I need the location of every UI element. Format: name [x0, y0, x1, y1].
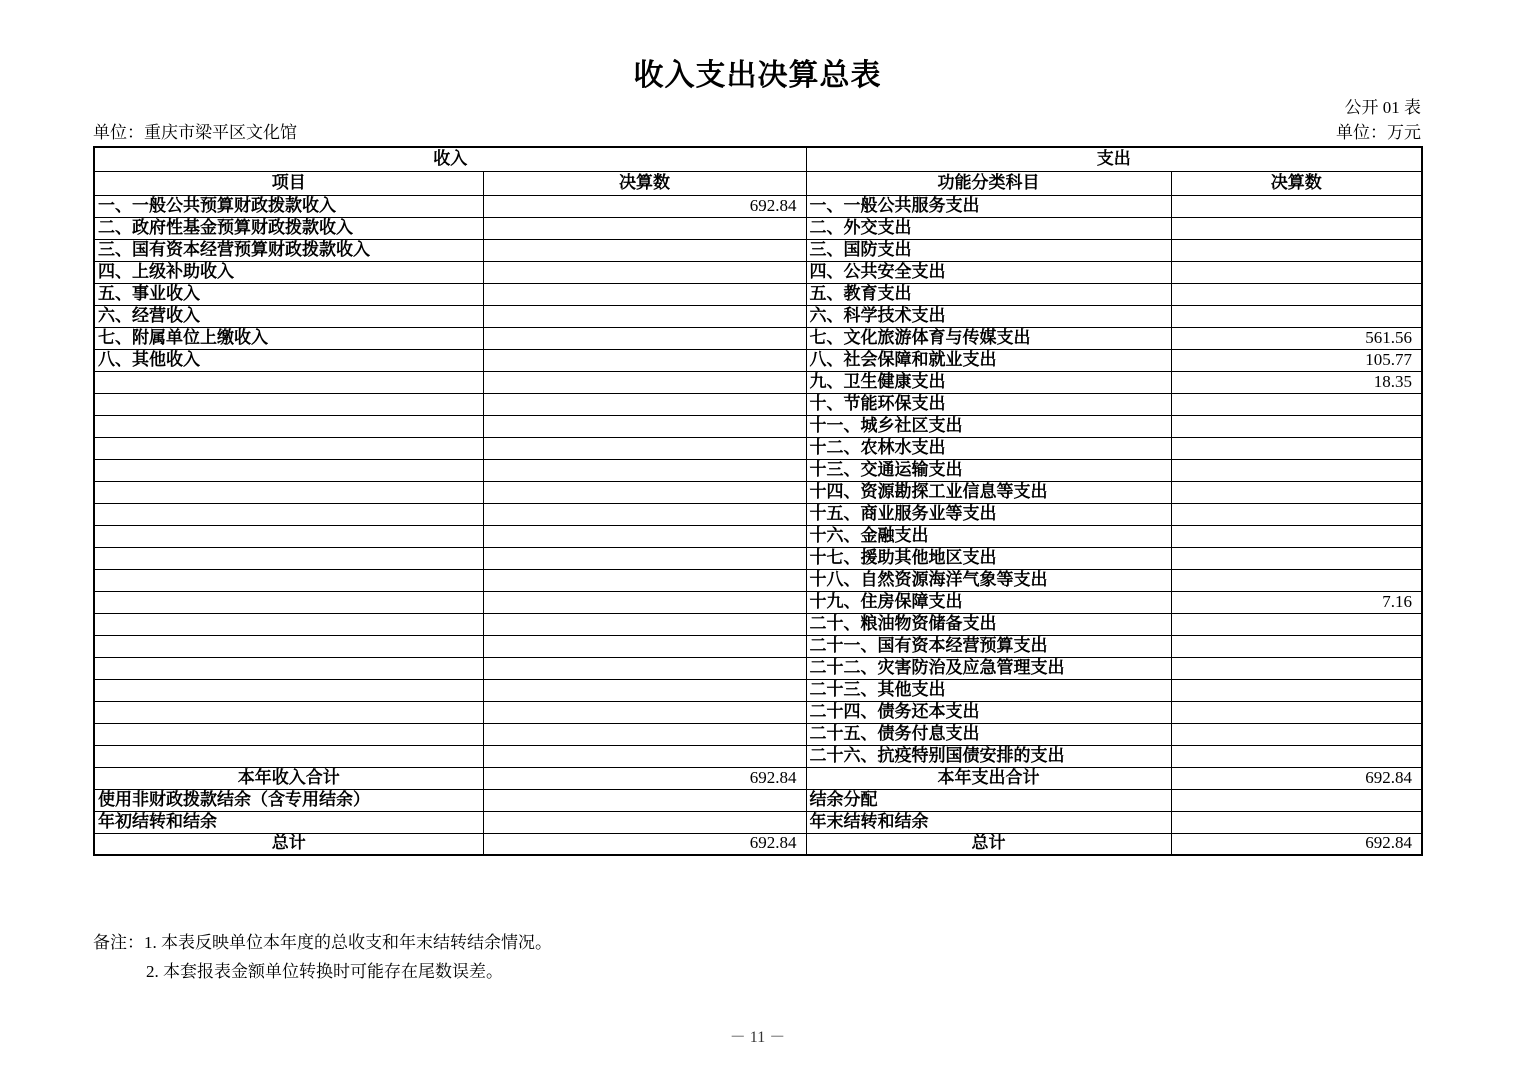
expense-value-cell [1171, 415, 1422, 437]
table-row [94, 811, 1422, 833]
income-value-cell [483, 305, 806, 327]
expense-value-cell [1171, 745, 1422, 767]
expense-item-cell: 总计 [806, 833, 1171, 855]
expense-item-cell: 二十二、灾害防治及应急管理支出 [806, 657, 1171, 679]
expense-value-cell [1171, 261, 1422, 283]
expense-value-cell [1171, 217, 1422, 239]
table-row [94, 283, 1422, 305]
expense-item-cell: 四、公共安全支出 [806, 261, 1171, 283]
expense-item-cell: 十九、住房保障支出 [806, 591, 1171, 613]
table-row [94, 613, 1422, 635]
expense-value-cell [1171, 481, 1422, 503]
table-row [94, 327, 1422, 349]
expense-item-cell: 八、社会保障和就业支出 [806, 349, 1171, 371]
income-item-cell [94, 415, 483, 437]
column-header-function: 功能分类科目 [806, 171, 1171, 195]
expense-item-cell: 二、外交支出 [806, 217, 1171, 239]
unit-name-label: 单位：重庆市梁平区文化馆 [93, 123, 297, 142]
income-item-cell: 三、国有资本经营预算财政拨款收入 [94, 239, 483, 261]
expense-value-cell: 105.77 [1171, 349, 1422, 371]
income-item-cell [94, 481, 483, 503]
income-value-cell [483, 679, 806, 701]
table-row [94, 789, 1422, 811]
income-value-cell [483, 503, 806, 525]
income-item-cell: 使用非财政拨款结余（含专用结余） [94, 789, 483, 811]
expense-value-cell [1171, 811, 1422, 833]
income-item-cell: 年初结转和结余 [94, 811, 483, 833]
expense-item-cell: 十、节能环保支出 [806, 393, 1171, 415]
table-row [94, 635, 1422, 657]
expense-item-cell: 十五、商业服务业等支出 [806, 503, 1171, 525]
fiscal-summary-table [93, 146, 1423, 856]
notes [93, 928, 552, 986]
column-header-item: 项目 [94, 171, 483, 195]
expense-value-cell [1171, 393, 1422, 415]
expense-value-cell [1171, 789, 1422, 811]
table-row [94, 217, 1422, 239]
expense-value-cell [1171, 239, 1422, 261]
income-value-cell [483, 789, 806, 811]
income-item-cell [94, 459, 483, 481]
income-value-cell [483, 591, 806, 613]
income-item-cell [94, 635, 483, 657]
income-item-cell [94, 503, 483, 525]
expense-item-cell: 十八、自然资源海洋气象等支出 [806, 569, 1171, 591]
expense-value-cell [1171, 657, 1422, 679]
table-row [94, 239, 1422, 261]
table-row [94, 305, 1422, 327]
income-value-cell [483, 217, 806, 239]
income-value-cell [483, 701, 806, 723]
income-item-cell: 七、附属单位上缴收入 [94, 327, 483, 349]
page-number: － 11 － [729, 1029, 786, 1046]
table-row [94, 371, 1422, 393]
table-row [94, 481, 1422, 503]
expense-value-cell: 561.56 [1171, 327, 1422, 349]
income-value-cell [483, 723, 806, 745]
income-item-cell [94, 613, 483, 635]
table-row [94, 503, 1422, 525]
expense-value-cell [1171, 701, 1422, 723]
expense-item-cell: 五、教育支出 [806, 283, 1171, 305]
column-header-expense-amount: 决算数 [1171, 171, 1422, 195]
expense-item-cell: 一、一般公共服务支出 [806, 195, 1171, 217]
income-value-cell [483, 393, 806, 415]
expense-value-cell [1171, 283, 1422, 305]
expense-value-cell [1171, 195, 1422, 217]
income-value-cell [483, 327, 806, 349]
income-item-cell [94, 745, 483, 767]
income-item-cell: 二、政府性基金预算财政拨款收入 [94, 217, 483, 239]
note-line-1 [93, 928, 552, 957]
expense-section-header: 支出 [806, 147, 1422, 171]
table-row [94, 525, 1422, 547]
expense-item-cell: 结余分配 [806, 789, 1171, 811]
income-item-cell: 本年收入合计 [94, 767, 483, 789]
income-item-cell: 总计 [94, 833, 483, 855]
expense-value-cell: 18.35 [1171, 371, 1422, 393]
expense-value-cell: 7.16 [1171, 591, 1422, 613]
expense-item-cell: 二十、粮油物资储备支出 [806, 613, 1171, 635]
income-item-cell [94, 371, 483, 393]
expense-item-cell: 六、科学技术支出 [806, 305, 1171, 327]
expense-item-cell: 本年支出合计 [806, 767, 1171, 789]
column-header-row [94, 171, 1422, 195]
note-text-1: 1. 本表反映单位本年度的总收支和年末结转结余情况。 [144, 933, 552, 952]
expense-item-cell: 年末结转和结余 [806, 811, 1171, 833]
expense-item-cell: 十二、农林水支出 [806, 437, 1171, 459]
note-text-2: 2. 本套报表金额单位转换时可能存在尾数误差。 [146, 962, 503, 981]
table-row [94, 569, 1422, 591]
table-code-label: 公开 01 表 [1344, 98, 1421, 117]
income-item-cell [94, 437, 483, 459]
expense-item-cell: 十六、金融支出 [806, 525, 1171, 547]
expense-value-cell: 692.84 [1171, 833, 1422, 855]
expense-item-cell: 二十四、债务还本支出 [806, 701, 1171, 723]
income-value-cell [483, 437, 806, 459]
income-value-cell [483, 459, 806, 481]
income-value-cell [483, 613, 806, 635]
income-value-cell [483, 261, 806, 283]
table-row [94, 679, 1422, 701]
expense-value-cell [1171, 547, 1422, 569]
expense-value-cell [1171, 503, 1422, 525]
table-row [94, 723, 1422, 745]
income-value-cell [483, 371, 806, 393]
table-row [94, 591, 1422, 613]
income-item-cell: 六、经营收入 [94, 305, 483, 327]
expense-item-cell: 十一、城乡社区支出 [806, 415, 1171, 437]
unit-measure-label: 单位：万元 [1336, 123, 1421, 142]
income-value-cell [483, 657, 806, 679]
income-section-header: 收入 [94, 147, 806, 171]
income-item-cell [94, 569, 483, 591]
income-value-cell [483, 547, 806, 569]
expense-value-cell [1171, 723, 1422, 745]
table-row [94, 657, 1422, 679]
expense-item-cell: 三、国防支出 [806, 239, 1171, 261]
expense-item-cell: 二十六、抗疫特别国债安排的支出 [806, 745, 1171, 767]
table-row [94, 393, 1422, 415]
section-header-row [94, 147, 1422, 171]
expense-value-cell [1171, 679, 1422, 701]
expense-item-cell: 十七、援助其他地区支出 [806, 547, 1171, 569]
table-row [94, 767, 1422, 789]
income-item-cell [94, 701, 483, 723]
expense-item-cell: 二十三、其他支出 [806, 679, 1171, 701]
income-item-cell: 一、一般公共预算财政拨款收入 [94, 195, 483, 217]
income-value-cell [483, 283, 806, 305]
expense-item-cell: 十三、交通运输支出 [806, 459, 1171, 481]
income-value-cell [483, 525, 806, 547]
income-item-cell [94, 591, 483, 613]
income-value-cell [483, 415, 806, 437]
income-value-cell [483, 745, 806, 767]
table-row [94, 833, 1422, 855]
expense-item-cell: 十四、资源勘探工业信息等支出 [806, 481, 1171, 503]
page-title: 收入支出决算总表 [633, 59, 882, 92]
table-row [94, 745, 1422, 767]
income-item-cell: 五、事业收入 [94, 283, 483, 305]
income-item-cell [94, 547, 483, 569]
income-item-cell: 四、上级补助收入 [94, 261, 483, 283]
column-header-income-amount: 决算数 [483, 171, 806, 195]
table-row [94, 195, 1422, 217]
income-item-cell: 八、其他收入 [94, 349, 483, 371]
expense-value-cell [1171, 613, 1422, 635]
income-value-cell [483, 481, 806, 503]
expense-value-cell [1171, 635, 1422, 657]
table-row [94, 415, 1422, 437]
table-body [94, 195, 1422, 855]
expense-value-cell [1171, 459, 1422, 481]
expense-item-cell: 七、文化旅游体育与传媒支出 [806, 327, 1171, 349]
income-item-cell [94, 679, 483, 701]
table-row [94, 459, 1422, 481]
income-value-cell: 692.84 [483, 767, 806, 789]
table-row [94, 349, 1422, 371]
expense-value-cell [1171, 569, 1422, 591]
income-value-cell: 692.84 [483, 833, 806, 855]
table-row [94, 261, 1422, 283]
table-row [94, 547, 1422, 569]
expense-item-cell: 二十五、债务付息支出 [806, 723, 1171, 745]
income-item-cell [94, 723, 483, 745]
table-row [94, 437, 1422, 459]
income-item-cell [94, 657, 483, 679]
note-line-2 [93, 957, 552, 986]
income-value-cell [483, 569, 806, 591]
income-item-cell [94, 393, 483, 415]
table-row [94, 701, 1422, 723]
income-value-cell [483, 635, 806, 657]
expense-value-cell [1171, 525, 1422, 547]
income-item-cell [94, 525, 483, 547]
notes-label: 备注： [93, 933, 144, 952]
expense-value-cell: 692.84 [1171, 767, 1422, 789]
expense-value-cell [1171, 305, 1422, 327]
expense-item-cell: 九、卫生健康支出 [806, 371, 1171, 393]
income-value-cell [483, 349, 806, 371]
expense-value-cell [1171, 437, 1422, 459]
income-value-cell [483, 239, 806, 261]
expense-item-cell: 二十一、国有资本经营预算支出 [806, 635, 1171, 657]
income-value-cell [483, 811, 806, 833]
income-value-cell: 692.84 [483, 195, 806, 217]
unit-row [93, 118, 1421, 143]
